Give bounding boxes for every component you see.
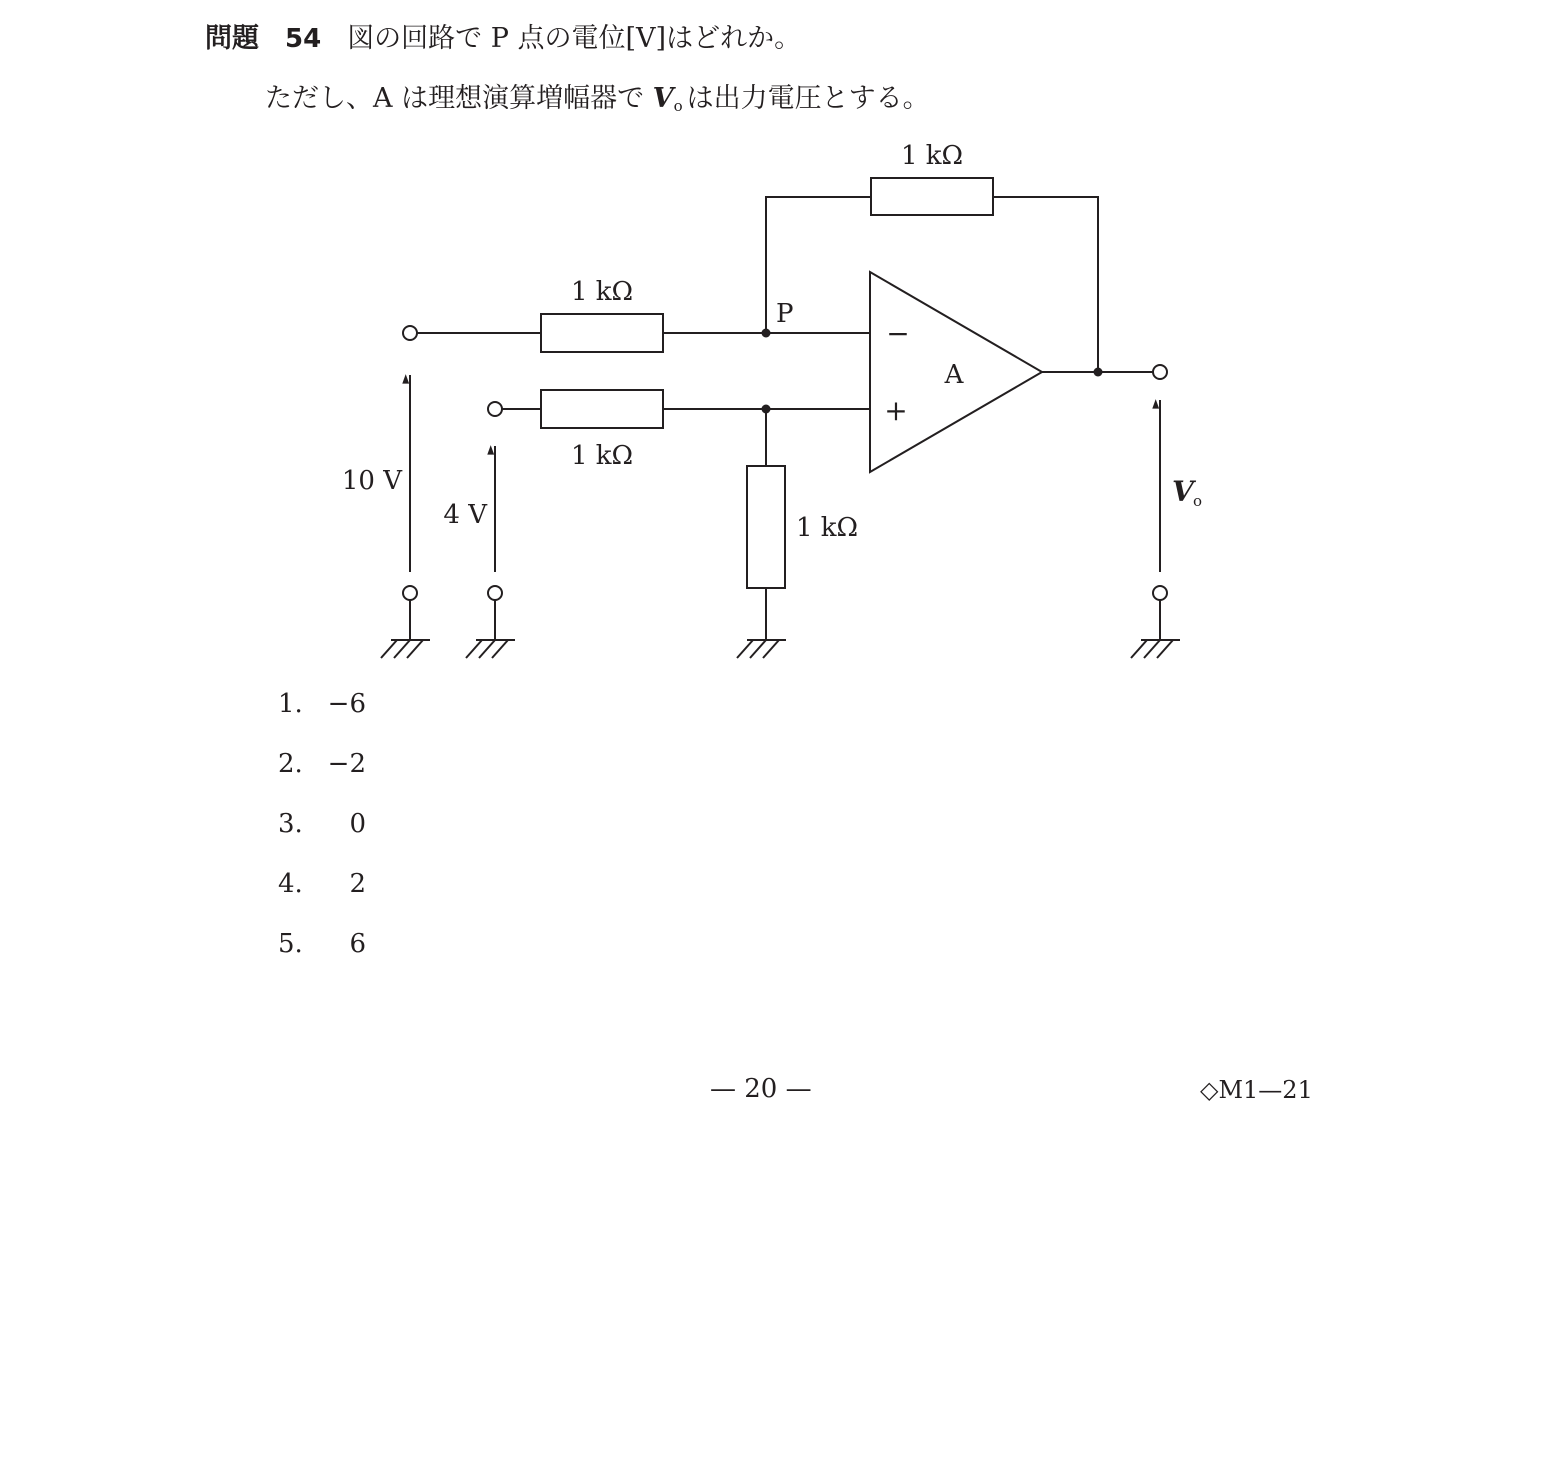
terminal-10v-top [403, 326, 417, 340]
choice-number: 2. [278, 749, 303, 779]
choice-value: 2 [349, 869, 366, 899]
label-r-feedback: 1 kΩ [900, 141, 964, 171]
answer-choices [278, 684, 366, 984]
choice-item[interactable] [278, 924, 366, 984]
choice-item[interactable] [278, 864, 366, 924]
exam-code: ◇M1—21 [1200, 1076, 1313, 1104]
label-r-input-bottom: 1 kΩ [570, 441, 634, 471]
junction-dot-output [1094, 368, 1103, 377]
label-opamp: A [944, 360, 964, 390]
feedback-resistor [871, 178, 993, 215]
ground-symbol [466, 640, 515, 658]
label-node-p: P [776, 299, 794, 329]
note-after: は出力電圧とする。 [686, 83, 930, 114]
choice-number: 4. [278, 869, 303, 899]
choice-number: 5. [278, 929, 303, 959]
label-r-input-top: 1 kΩ [570, 277, 634, 307]
terminal-vo-bottom [1153, 586, 1167, 600]
junction-dot-p [762, 329, 771, 338]
choice-value: 0 [349, 809, 366, 839]
terminal-10v-bottom [403, 586, 417, 600]
ground-symbol [1131, 640, 1180, 658]
choice-number: 1. [278, 689, 303, 719]
junction-dot-plus [762, 405, 771, 414]
note-vo-sub: o [673, 97, 683, 115]
ground-symbol [737, 640, 786, 658]
question-number: 54 [285, 24, 322, 54]
choice-value: −6 [327, 689, 366, 719]
label-minus: − [886, 317, 910, 350]
label-source-4v: 4 V [443, 500, 487, 530]
terminal-4v-bottom [488, 586, 502, 600]
choice-item[interactable] [278, 684, 366, 744]
top-input-resistor [541, 314, 663, 352]
note-vo: V [652, 83, 674, 114]
note-before: ただし、A は理想演算増幅器で [265, 83, 653, 114]
ground-resistor [747, 466, 785, 588]
label-vo-sub: o [1193, 492, 1203, 510]
bottom-input-resistor [541, 390, 663, 428]
label-source-10v: 10 V [341, 466, 402, 496]
label-vo: V [1172, 475, 1194, 508]
circuit-diagram [0, 0, 1547, 680]
label-plus: + [884, 394, 908, 427]
output-terminal [1153, 365, 1167, 379]
terminal-4v-top [488, 402, 502, 416]
question-text: 図の回路で P 点の電位[V]はどれか。 [347, 23, 802, 54]
choice-value: 6 [349, 929, 366, 959]
choice-item[interactable] [278, 804, 366, 864]
choice-value: −2 [327, 749, 366, 779]
label-r-ground: 1 kΩ [796, 513, 859, 543]
ground-symbol [381, 640, 430, 658]
page-number: — 20 — [710, 1074, 812, 1104]
question-label: 問題 [205, 23, 259, 54]
choice-number: 3. [278, 809, 303, 839]
choice-item[interactable] [278, 744, 366, 804]
